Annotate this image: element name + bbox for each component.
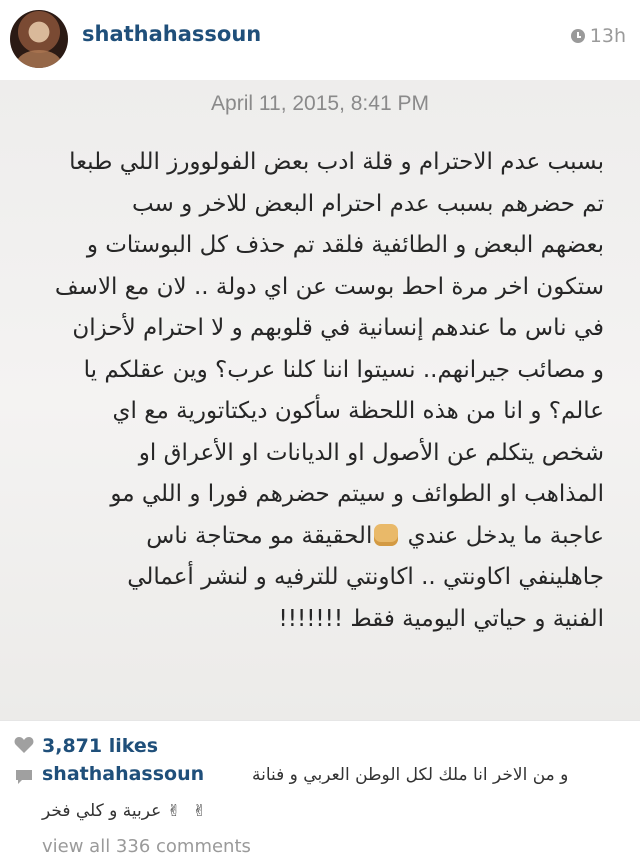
note-line: شخص يتكلم عن الأصول او الديانات او الأعراق او — [138, 439, 604, 466]
note-date: April 11, 2015, 8:41 PM — [211, 92, 429, 115]
caption-text: و من الاخر انا ملك لكل الوطن العربي و فنانة — [252, 765, 569, 785]
heart-icon[interactable] — [14, 736, 34, 756]
clock-icon — [571, 29, 585, 43]
victory-hand-icon: ✌ — [192, 801, 207, 820]
likes-count[interactable]: 3,871 likes — [42, 735, 159, 757]
post-header — [0, 0, 640, 80]
caption-text-2: عربية و كلي فخر — [42, 801, 162, 821]
note-line: عالم؟ و انا من هذه اللحظة سأكون ديكتاتورية مع اي — [112, 398, 604, 424]
avatar[interactable] — [10, 10, 68, 68]
note-line: جاهلينفي اكاونتي .. اكاونتي للترفيه و لنشر أعمالي — [127, 564, 604, 590]
time-ago-label: 13h — [589, 25, 626, 47]
note-line: تم حضرهم بسبب عدم احترام البعض للاخر و سب — [131, 190, 604, 217]
likes-row[interactable] — [14, 735, 158, 757]
note-line — [34, 516, 604, 558]
note-line: الفنية و حياتي اليومية فقط !!!!!!! — [278, 605, 604, 632]
view-all-comments-link[interactable]: view all 336 comments — [42, 836, 251, 857]
note-line: المذاهب او الطوائف و سيتم حضرهم فورا و اللي مو — [110, 481, 604, 507]
note-line: بعضهم البعض و الطائفية فلقد تم حذف كل البوستات و — [86, 232, 604, 258]
post-photo[interactable] — [0, 80, 640, 720]
victory-hand-icon: ✌ — [167, 801, 181, 820]
note-line: ستكون اخر مرة احط بوست عن اي دولة .. لان مع الاسف — [54, 273, 604, 300]
note-line: في ناس ما عندهم إنسانية في قلوبهم و لا احترام لأحزان — [72, 315, 604, 341]
caption-username[interactable]: shathahassoun — [42, 763, 205, 785]
note-line-part: عاجبة ما يدخل عندي — [407, 522, 604, 549]
username-link[interactable]: shathahassoun — [82, 22, 262, 46]
caption-text-line2 — [42, 801, 212, 821]
note-line: و مصائب جيرانهم.. نسيتوا اننا كلنا عرب؟ وين عقلكم يا — [83, 356, 604, 383]
note-line: بسبب عدم الاحترام و قلة ادب بعض الفولوورز اللي طبعا — [69, 149, 604, 175]
fist-emoji-icon — [374, 524, 398, 546]
post-time — [571, 25, 626, 47]
note-line-part: الحقيقة مو محتاجة ناس — [146, 522, 373, 549]
note-text — [34, 142, 604, 640]
comment-icon — [14, 768, 34, 786]
post-footer — [0, 720, 640, 857]
